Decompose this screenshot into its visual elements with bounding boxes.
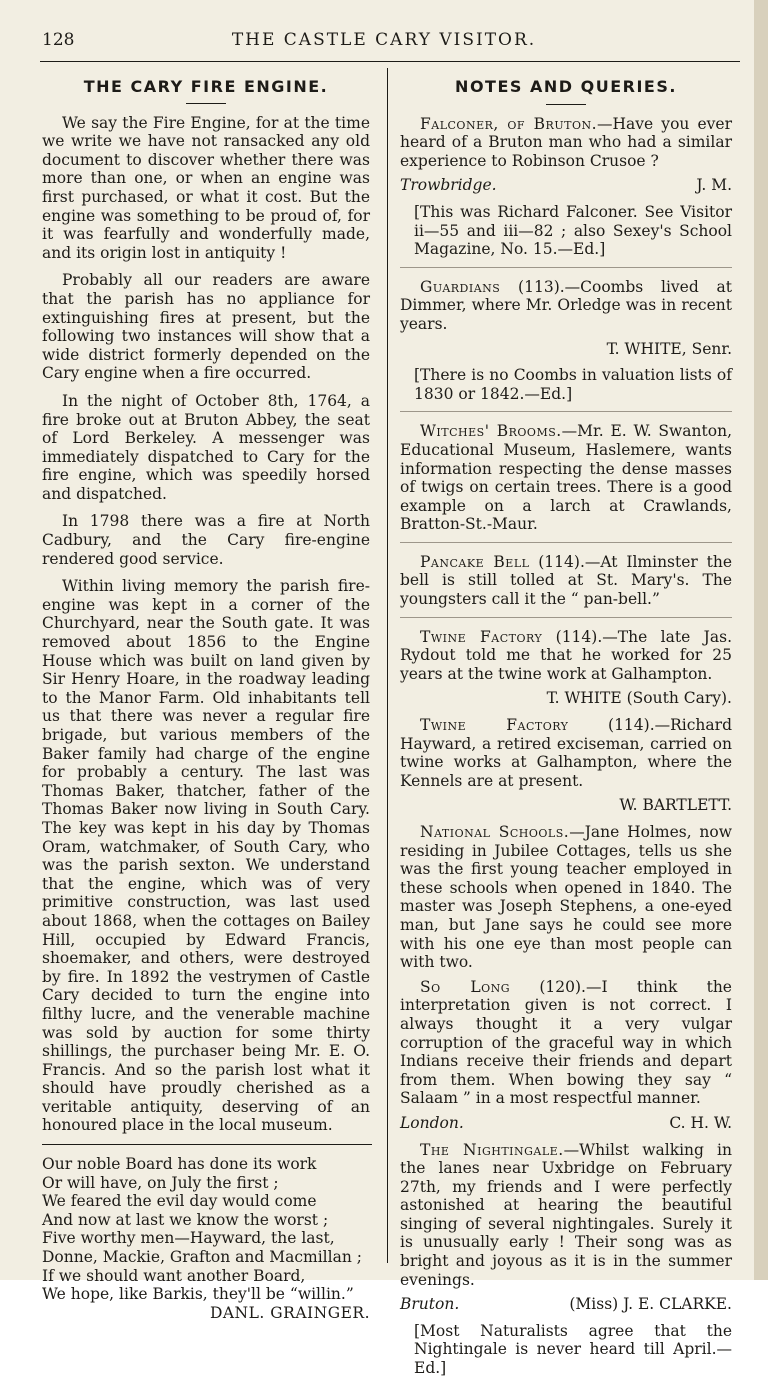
query [400, 628, 732, 684]
query-signoff [400, 1295, 732, 1314]
query [400, 422, 732, 534]
query-heading: National Schools. [420, 823, 570, 841]
poem-line: Donne, Mackie, Grafton and Macmillan ; [42, 1248, 362, 1267]
poem-line: Or will have, on July the first ; [42, 1173, 279, 1192]
query-text: —Jane Holmes, now residing in Jubilee Cottages, tells us she was the first young teacher employed in these schools when opened in 1840. The master was Joseph Stephens, a one-eyed man, but Jane says he could see more with his one eye than most people can with two. [400, 823, 732, 972]
editor-note: [This was Richard Falconer. See Visitor ii—55 and iii—82 ; also Sexey's School Magazine, No. 15.—Ed.] [414, 202, 732, 259]
query-text: (114).—The late Jas. Rydout told me that he worked for 25 years at the twine work at Galhampton. [400, 627, 732, 683]
running-title: THE CASTLE CARY VISITOR. [231, 30, 537, 50]
poem-line: Five worthy men—Hayward, the last, [42, 1229, 335, 1248]
query [400, 553, 732, 609]
place-name: Trowbridge. [400, 176, 497, 195]
query [400, 823, 732, 972]
query-heading: Falconer, of Bruton. [420, 114, 598, 133]
column-divider [387, 68, 388, 1263]
query-heading: Witches' Brooms. [420, 422, 562, 441]
poem-rule [42, 1144, 372, 1145]
right-column [400, 78, 732, 1384]
query-heading: The Nightingale. [420, 1140, 564, 1159]
query-text: —Have you ever heard of a Bruton man who had a similar experience to Robinson Crusoe ? [400, 114, 732, 170]
poem-line: Our noble Board has done its work [42, 1155, 317, 1174]
title-rule [186, 103, 226, 104]
query-signoff [400, 1114, 732, 1133]
title-rule [546, 104, 586, 105]
query-signoff [400, 176, 732, 195]
query [400, 115, 732, 171]
query-text: (113).—Coombs lived at Dimmer, where Mr. Orledge was in recent years. [400, 277, 732, 333]
query-heading: Twine Factory [420, 627, 543, 646]
query [400, 1141, 732, 1290]
place-name: Bruton. [400, 1295, 460, 1314]
signature: T. WHITE (South Cary). [546, 689, 732, 708]
paragraph: In 1798 there was a fire at North Cadbury, and the Cary fire-engine rendered good service. [42, 512, 370, 568]
query [400, 978, 732, 1108]
page-number: 128 [42, 30, 75, 50]
signature: J. M. [696, 176, 732, 195]
editor-note: [There is no Coombs in valuation lists of 1830 or 1842.—Ed.] [414, 366, 732, 403]
signature: (Miss) J. E. CLARKE. [569, 1295, 732, 1314]
paragraph: We say the Fire Engine, for at the time we write we have not ransacked any old document to discover whether there was more than one, or when an engine was first purchased, or what it cost. But the engine was something to be proud of, for it was fearfully and wonderfully made, and its origin lost in antiquity ! [42, 113, 370, 262]
separator [400, 411, 732, 412]
signature: W. BARTLETT. [619, 796, 732, 815]
query-heading: So Long [420, 977, 511, 996]
poem-line: We feared the evil day would come [42, 1192, 317, 1211]
query-heading: Twine Factory [420, 716, 569, 735]
query-text: (114).—At Ilminster the bell is still tolled at St. Mary's. The youngsters call it the “ pan-bell.” [400, 552, 733, 609]
editor-note: [Most Naturalists agree that the Nightingale is never heard till April.—Ed.] [414, 1321, 732, 1378]
poem-signature: DANL. GRAINGER. [209, 1303, 370, 1322]
place-name: London. [400, 1113, 464, 1132]
paragraph: Within living memory the parish fire-engine was kept in a corner of the Churchyard, near the South gate. It was removed about 1856 to the Engine House which was built on land given by Sir Henry Hoare, in the roadway leading to the Manor Farm. Old inhabitants tell us that there was never a regular fire brigade, but various members of the Baker family had charge of the engine for probably a century. The last was Thomas Baker, thatcher, father of the Thomas Baker now living in South Cary. The key was kept in his day by Thomas Oram, watchmaker, of South Cary, who was the parish sexton. We understand that the engine, which was of very primitive construction, was last used about 1868, when the cottages on Bailey Hill, occupied by Edward Francis, shoemaker, and others, were destroyed by fire. In 1892 the vestrymen of Castle Cary decided to turn the engine into filthy lucre, and the venerable machine was sold by auction for some thirty shillings, the purchaser being Mr. E. O. Francis. And so the parish lost what it should have proudly cherished as a veritable antiquity, deserving of an honoured place in the local museum. [42, 577, 370, 1135]
separator [400, 267, 732, 268]
query-text: (120).—I think the interpretation given is not correct. I always thought it a very vulgar corruption of the graceful way in which Indians receive their friends and depart from them. When bowing they say “ Salaam ” in a most respectful manner. [400, 977, 732, 1108]
query-heading: Guardians [420, 277, 501, 296]
signature: T. WHITE, Senr. [606, 339, 732, 358]
query [400, 716, 732, 790]
separator [400, 617, 732, 618]
poem [42, 1155, 370, 1322]
paragraph: In the night of October 8th, 1764, a fire broke out at Bruton Abbey, the seat of Lord Berkeley. A messenger was immediately dispatched to Cary for the fire engine, which was speedily horsed and dispatched. [42, 391, 370, 503]
poem-line: And now at last we know the worst ; [42, 1210, 329, 1229]
article-title: THE CARY FIRE ENGINE. [83, 77, 329, 96]
query-text: —Whilst walking in the lanes near Uxbridge on February 27th, my friends and I were perfectly astonished at hearing the beautiful singing of several nightingales. Surely it is unusually early ! Their song was as bright and joyous as it is in the summer evenings. [400, 1140, 732, 1289]
query [400, 278, 732, 334]
poem-line: If we should want another Board, [42, 1266, 306, 1285]
query-text: —Mr. E. W. Swanton, Educational Museum, Haslemere, wants information respecting the dense masses of twigs on certain trees. There is a good example on a larch at Crawlands, Bratton-St.-Maur. [400, 422, 732, 534]
paragraph: Probably all our readers are aware that the parish has no appliance for extinguishing fires at present, but the following two instances will show that a wide district formerly depended on the Cary engine when a fire occurred. [42, 271, 370, 383]
signature: C. H. W. [669, 1113, 732, 1132]
query-text: (114).—Richard Hayward, a retired exciseman, carried on twine works at Galhampton, where the Kennels are at present. [400, 716, 732, 790]
separator [400, 542, 732, 543]
header-rule [40, 61, 740, 62]
query-heading: Pancake Bell [420, 552, 530, 571]
left-column [42, 78, 370, 1322]
section-title: NOTES AND QUERIES. [455, 77, 677, 96]
page-spine [754, 0, 768, 1280]
poem-line: We hope, like Barkis, they'll be “willin.” [42, 1285, 354, 1304]
